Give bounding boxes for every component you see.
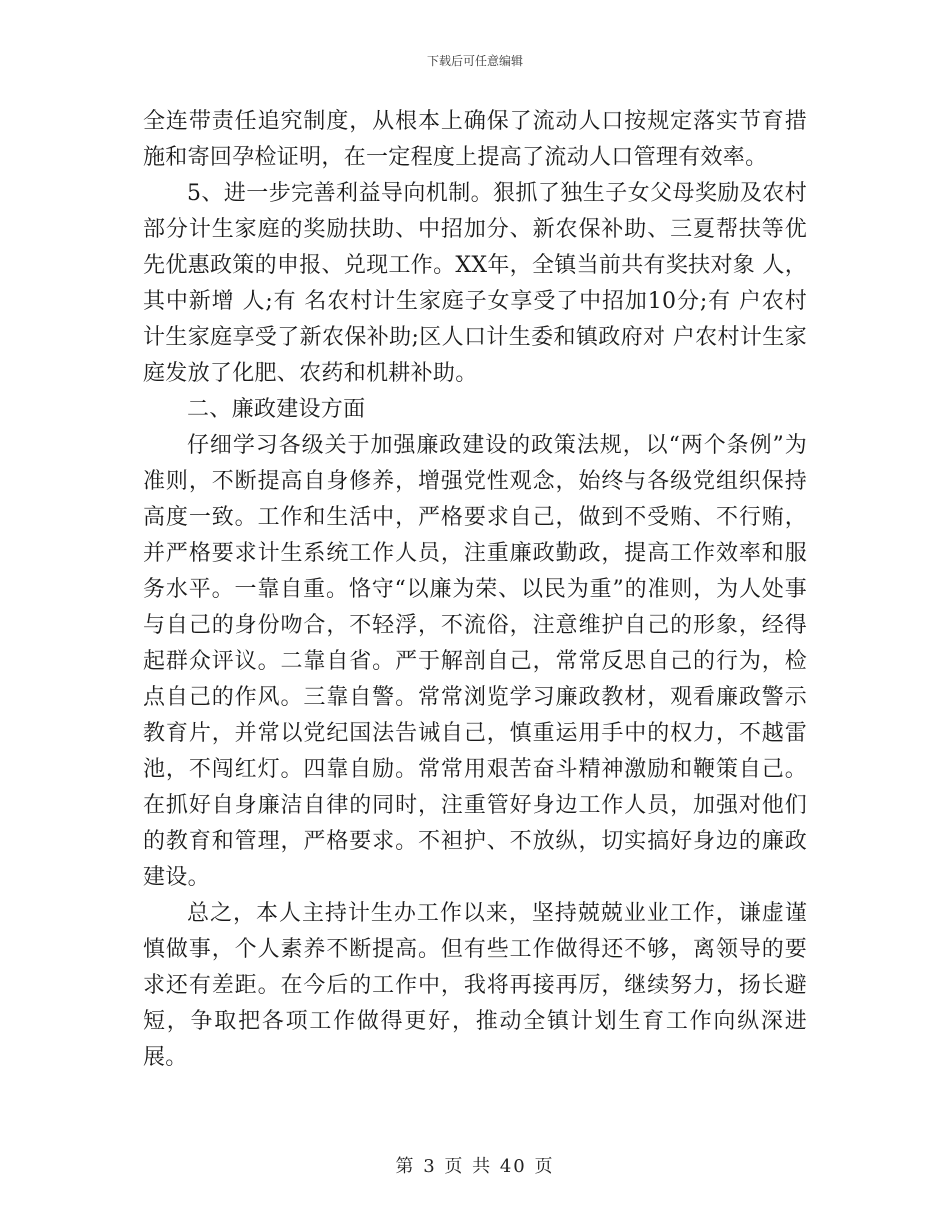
page-header: 下载后可任意编辑 xyxy=(426,54,523,68)
document-body xyxy=(143,104,807,1076)
paragraph-4: 总之，本人主持计生办工作以来，坚持兢兢业业工作，谦虚谨慎做事，个人素养不断提高。但有些工作做得还不够，离领导的要求还有差距。在今后的工作中，我将再接再厉，继续努力，扬长避短，争取把各项工作做得更好，推动全镇计划生育工作向纵深进展。 xyxy=(143,901,807,1070)
section-heading: 二、廉政建设方面 xyxy=(187,397,366,422)
paragraph-2: 5、进一步完善利益导向机制。狠抓了独生子女父母奖励及农村部分计生家庭的奖励扶助、中招加分、新农保补助、三夏帮扶等优先优惠政策的申报、兑现工作。XX年，全镇当前共有奖扶对象 人，其中新增 人;有 名农村计生家庭子女享受了中招加10分;有 户农村计生家庭享受了新农保补助;区人口计生委和镇政府对 户农村计生家庭发放了化肥、农药和机耕补助。 xyxy=(143,181,807,386)
paragraph-3: 仔细学习各级关于加强廉政建设的政策法规，以“两个条例”为准则，不断提高自身修养，增强党性观念，始终与各级党组织保持高度一致。工作和生活中，严格要求自己，做到不受贿、不行贿，并严格要求计生系统工作人员，注重廉政勤政，提高工作效率和服务水平。一靠自重。恪守“以廉为荣、以民为重”的准则，为人处事与自己的身份吻合，不轻浮，不流俗，注意维护自己的形象，经得起群众评议。二靠自省。严于解剖自己，常常反思自己的行为，检点自己的作风。三靠自警。常常浏览学习廉政教材，观看廉政警示教育片，并常以党纪国法告诫自己，慎重运用手中的权力，不越雷池，不闯红灯。四靠自励。常常用艰苦奋斗精神激励和鞭策自己。在抓好自身廉洁自律的同时，注重管好身边工作人员，加强对他们的教育和管理，严格要求。不袒护、不放纵，切实搞好身边的廉政建设。 xyxy=(143,433,807,890)
page-footer: 第 3 页 共 40 页 xyxy=(395,1156,555,1177)
paragraph-1: 全连带责任追究制度，从根本上确保了流动人口按规定落实节育措施和寄回孕检证明，在一定程度上提高了流动人口管理有效率。 xyxy=(143,109,807,170)
